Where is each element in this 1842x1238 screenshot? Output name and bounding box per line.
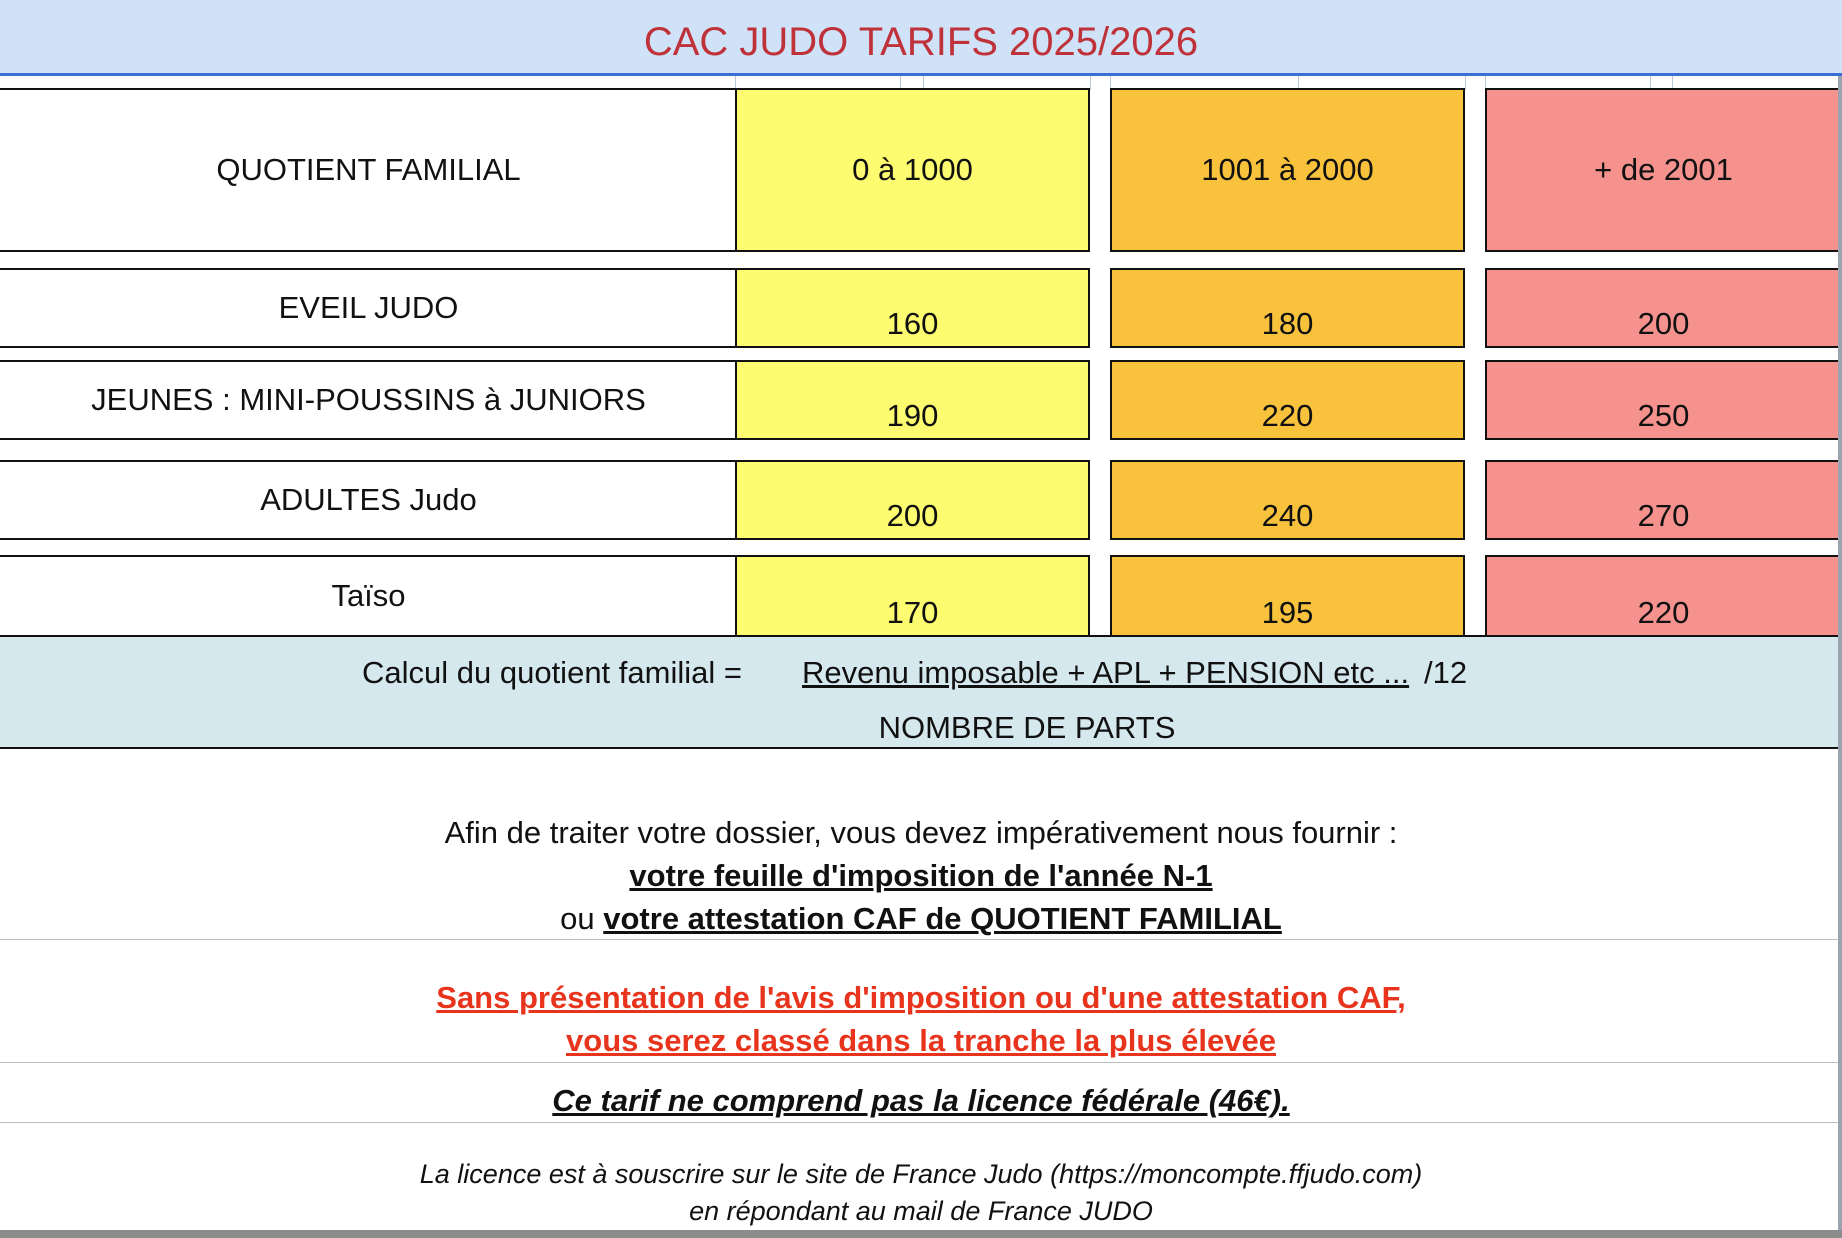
- price-cell: 270: [1485, 460, 1842, 540]
- formula-numerator: Revenu imposable + APL + PENSION etc ...: [802, 655, 1410, 690]
- sheet-bottom-edge: [0, 1230, 1842, 1238]
- price-cell: 240: [1110, 460, 1465, 540]
- documents-item-2-line: [0, 901, 1842, 937]
- price-cell: 220: [1110, 360, 1465, 440]
- documents-item-1: votre feuille d'imposition de l'année N-1: [629, 858, 1213, 893]
- divider: [0, 1122, 1842, 1123]
- bracket-header-3: + de 2001: [1485, 88, 1842, 252]
- price-cell: 200: [735, 460, 1090, 540]
- documents-intro: Afin de traiter votre dossier, vous devez impérativement nous fournir :: [444, 815, 1398, 850]
- divider: [0, 939, 1842, 940]
- footer-line-2: en répondant au mail de France JUDO: [689, 1196, 1153, 1226]
- row-label: ADULTES Judo: [260, 482, 477, 517]
- row-label-cell: [0, 268, 737, 348]
- row-label-cell: [0, 460, 737, 540]
- price-cell: 190: [735, 360, 1090, 440]
- row-label-cell: [0, 555, 737, 637]
- price-cell: 250: [1485, 360, 1842, 440]
- warning-line-2: vous serez classé dans la tranche la plus élevée: [566, 1023, 1276, 1058]
- formula-divisor: /12: [1424, 655, 1468, 690]
- grid-tick: [1090, 76, 1091, 90]
- page-title: CAC JUDO TARIFS 2025/2026: [643, 20, 1199, 64]
- price-cell: 200: [1485, 268, 1842, 348]
- bracket-header-2: 1001 à 2000: [1110, 88, 1465, 252]
- price-cell: 220: [1485, 555, 1842, 637]
- price-cell: 160: [735, 268, 1090, 348]
- price-cell: 180: [1110, 268, 1465, 348]
- divider: [0, 1062, 1842, 1063]
- license-note: Ce tarif ne comprend pas la licence fédérale (46€).: [552, 1083, 1290, 1118]
- documents-item-2: votre attestation CAF de QUOTIENT FAMILIAL: [603, 901, 1282, 936]
- header-label-cell: [0, 88, 737, 252]
- price-cell: 170: [735, 555, 1090, 637]
- bracket-header-1: 0 à 1000: [735, 88, 1090, 252]
- header-label: QUOTIENT FAMILIAL: [216, 152, 521, 187]
- sheet-right-edge: [1838, 76, 1842, 1236]
- warning-line-1: Sans présentation de l'avis d'imposition ou d'une attestation CAF,: [436, 980, 1406, 1015]
- footer-line-1: La licence est à souscrire sur le site de France Judo (https://moncompte.ffjudo.com): [419, 1159, 1423, 1189]
- formula-denominator: NOMBRE DE PARTS: [878, 710, 1176, 745]
- formula-label: Calcul du quotient familial =: [362, 655, 742, 690]
- row-label-cell: [0, 360, 737, 440]
- price-cell: 195: [1110, 555, 1465, 637]
- row-label: EVEIL JUDO: [278, 290, 459, 325]
- documents-item-2-prefix: ou: [560, 901, 604, 936]
- row-label: Taïso: [331, 578, 406, 613]
- grid-tick: [1465, 76, 1466, 90]
- row-label: JEUNES : MINI-POUSSINS à JUNIORS: [91, 382, 646, 417]
